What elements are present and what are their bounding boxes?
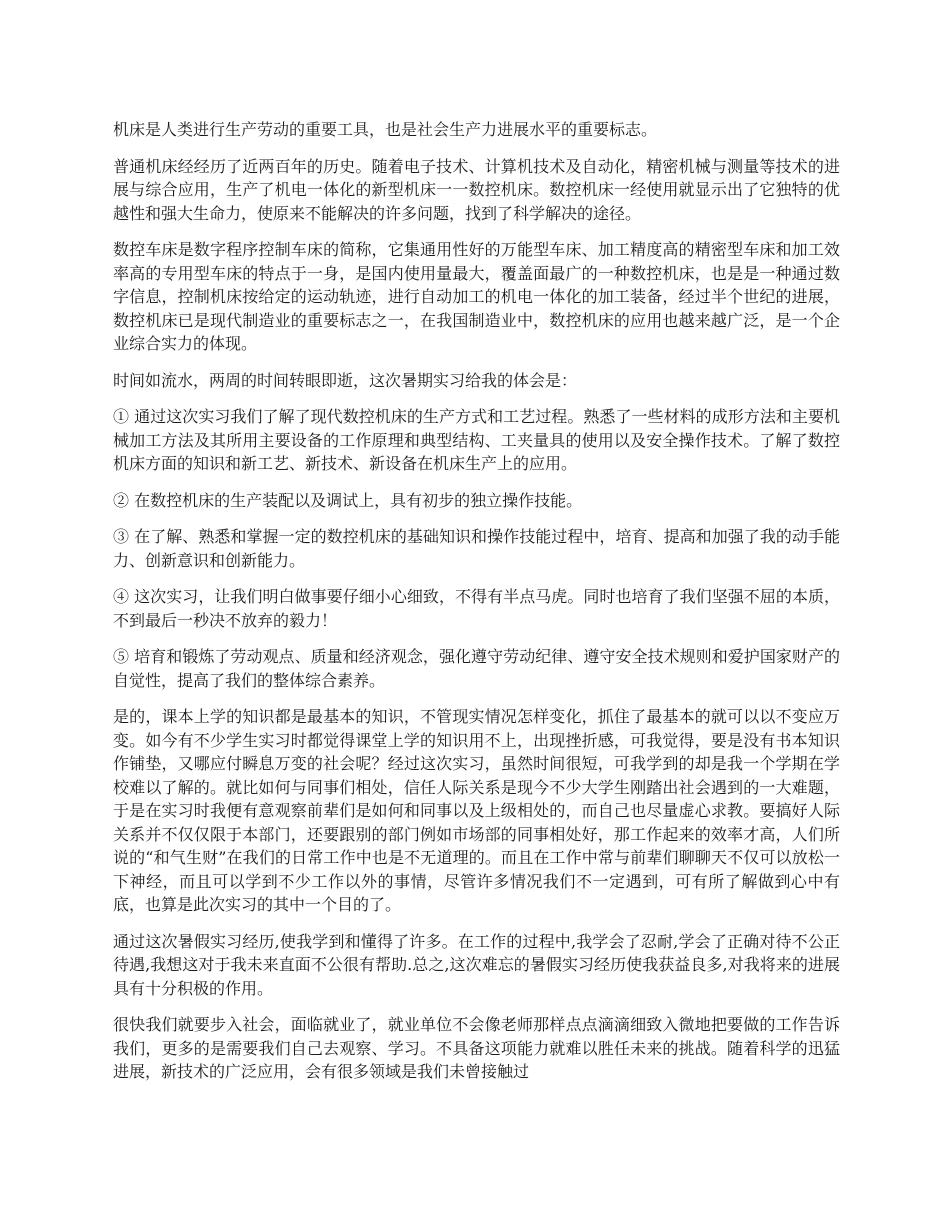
paragraph-history: 普通机床经经历了近两百年的历史。随着电子技术、计算机技术及自动化，精密机械与测量等技术的进展与综合应用，生产了机电一体化的新型机床一一数控机床。数控机床一经使用就显示出了它独特的优越性和强大生命力，使原来不能解决的许多问题，找到了科学解决的途径。 — [113, 156, 840, 223]
paragraph-experience: 时间如流水，两周的时间转眼即逝，这次暑期实习给我的体会是： — [113, 370, 578, 390]
document-body — [113, 118, 840, 1097]
paragraph-point-1: ① 通过这次实习我们了解了现代数控机床的生产方式和工艺过程。熟悉了一些材料的成形方法和主要机械加工方法及其所用主要设备的工作原理和典型结构、工夹量具的使用以及安全操作技术。了解了数控机床方面的知识和新工艺、新技术、新设备在机床生产上的应用。 — [113, 407, 840, 473]
paragraph-intro: 机床是人类进行生产劳动的重要工具，也是社会生产力进展水平的重要标志。 — [113, 120, 658, 139]
paragraph-knowledge: 是的，课本上学的知识都是最基本的知识，不管现实情况怎样变化，抓住了最基本的就可以以不变应万变。如今有不少学生实习时都觉得课堂上学的知识用不上，出现挫折感，可我觉得，要是没有书本知识作铺垫，又哪应付瞬息万变的社会呢？经过这次实习，虽然时间很短，可我学到的却是我一个学期在学校难以了解的。就比如何与同事们相处，信任人际关系是现今不少大学生刚踏出社会遇到的一大难题，于是在实习时我便有意观察前辈们是如何和同事以及上级相处的，而自己也尽量虚心求教。要搞好人际关系并不仅仅限于本部门，还要跟别的部门例如市场部的同事相处好，那工作起来的效率才高，人们所说的“和气生财”在我们的日常工作中也是不无道理的。而且在工作中常与前辈们聊聊天不仅可以放松一下神经，而且可以学到不少工作以外的事情，尽管许多情况我们不一定遇到，可有所了解做到心中有底，也算是此次实习的其中一个目的了。 — [113, 707, 840, 914]
paragraph-point-5: ⑤ 培育和锻炼了劳动观点、质量和经济观念，强化遵守劳动纪律、遵守安全技术规则和爱护国家财产的自觉性，提高了我们的整体综合素养。 — [113, 647, 840, 690]
paragraph-point-2: ② 在数控机床的生产装配以及调试上，具有初步的独立操作技能。 — [113, 490, 583, 510]
paragraph-point-4: ④ 这次实习，让我们明白做事要仔细小心细致，不得有半点马虎。同时也培育了我们坚强不屈的本质，不到最后一秒决不放弃的毅力！ — [113, 587, 840, 630]
paragraph-point-3: ③ 在了解、熟悉和掌握一定的数控机床的基础知识和操作技能过程中，培育、提高和加强了我的动手能力、创新意识和创新能力。 — [113, 527, 840, 570]
paragraph-future: 很快我们就要步入社会，面临就业了，就业单位不会像老师那样点点滴滴细致入微地把要做的工作告诉我们，更多的是需要我们自己去观察、学习。不具备这项能力就难以胜任未来的挑战。随着科学的迅猛进展，新技术的广泛应用，会有很多领域是我们未曾接触过 — [113, 1015, 840, 1081]
paragraph-summary: 通过这次暑假实习经历,使我学到和懂得了许多。在工作的过程中,我学会了忍耐,学会了正确对待不公正待遇,我想这对于我未来直面不公很有帮助.总之,这次难忘的暑假实习经历使我获益良多,对我将来的进展具有十分积极的作用。 — [113, 931, 840, 998]
paragraph-cnc-lathe: 数控车床是数字程序控制车床的简称，它集通用性好的万能型车床、加工精度高的精密型车床和加工效率高的专用型车床的特点于一身，是国内使用量最大，覆盖面最广的一种数控机床，也是是一种通过数字信息，控制机床按给定的运动轨迹，进行自动加工的机电一体化的加工装备，经过半个世纪的进展，数控机床已是现代制造业的重要标志之一，在我国制造业中，数控机床的应用也越来越广泛，是一个企业综合实力的体现。 — [113, 240, 840, 353]
